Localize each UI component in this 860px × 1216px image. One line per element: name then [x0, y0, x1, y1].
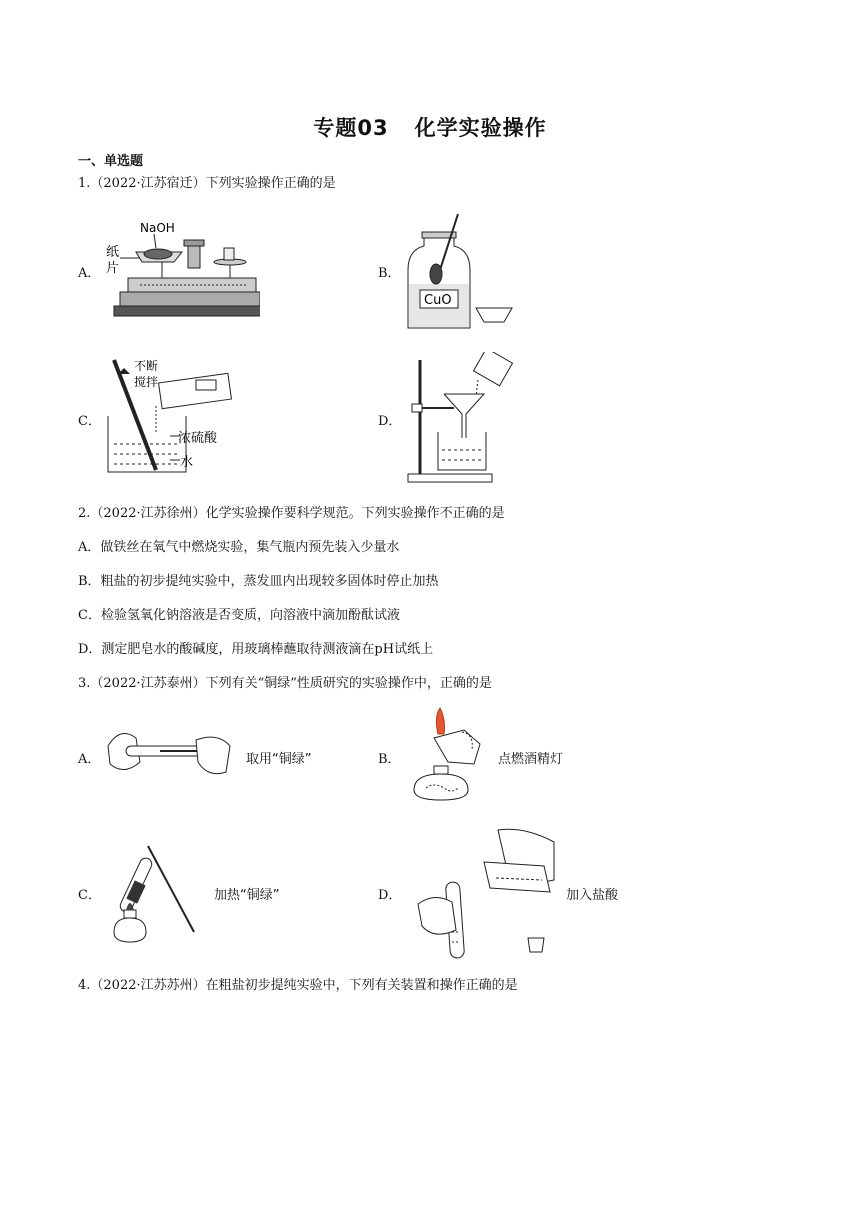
q3-test-tube-hands-figure: [100, 716, 240, 786]
q3-option-b-letter: B．: [378, 752, 401, 767]
q1-water-label: 水: [180, 455, 194, 470]
q1-acid-label: 浓硫酸: [178, 431, 218, 446]
page-title: [0, 112, 860, 142]
q1-option-d-letter: D．: [378, 414, 402, 429]
q2-stem: 2.（2022·江苏徐州）化学实验操作要科学规范。下列实验操作不正确的是: [78, 506, 505, 521]
q1-naoh-label: NaOH: [140, 221, 175, 235]
q3-heating-figure: [100, 836, 200, 946]
q3-add-acid-figure: [404, 822, 564, 962]
q3-stem: 3.（2022·江苏泰州）下列有关“铜绿”性质研究的实验操作中，正确的是: [78, 676, 492, 691]
q4-stem: 4.（2022·江苏苏州）在粗盐初步提纯实验中，下列有关装置和操作正确的是: [78, 978, 518, 993]
q1-filtration-figure: [404, 352, 524, 486]
q1-stem: 1.（2022·江苏宿迁）下列实验操作正确的是: [78, 176, 336, 191]
title-name: 化学实验操作: [414, 116, 547, 140]
q3-option-c-caption: 加热“铜绿”: [214, 888, 280, 903]
q3-option-d-letter: D．: [378, 888, 402, 903]
q1-option-c-letter: C．: [78, 414, 101, 429]
q1-cuo-bottle-figure: [404, 210, 534, 332]
q3-option-b-caption: 点燃酒精灯: [498, 752, 564, 767]
q2-option-c: C．检验氢氧化钠溶液是否变质，向溶液中滴加酚酞试液: [78, 608, 400, 623]
section-heading: 一、单选题: [78, 154, 144, 169]
q3-lamp-lighting-figure: [404, 704, 500, 802]
q2-option-a: A．做铁丝在氧气中燃烧实验，集气瓶内预先装入少量水: [78, 540, 400, 555]
q3-option-d-caption: 加入盐酸: [566, 888, 619, 903]
title-topic: 专题03: [313, 116, 389, 140]
q1-cuo-label: CuO: [424, 293, 452, 308]
q2-option-d: D．测定肥皂水的酸碱度，用玻璃棒蘸取待测液滴在pH试纸上: [78, 642, 434, 657]
q3-option-a-letter: A．: [78, 752, 101, 767]
q1-balance-figure: [100, 218, 260, 322]
q1-paper-label-2: 片: [106, 261, 120, 276]
q1-option-a-letter: A．: [78, 266, 101, 281]
q1-paper-label: 纸: [106, 245, 120, 260]
q3-option-a-caption: 取用“铜绿”: [246, 752, 312, 767]
q3-option-c-letter: C．: [78, 888, 101, 903]
q1-stir-label-2: 搅拌: [134, 375, 159, 389]
q1-dilution-figure: [100, 356, 250, 480]
q1-stir-label: 不断: [134, 359, 159, 373]
q2-option-b: B．粗盐的初步提纯实验中，蒸发皿内出现较多固体时停止加热: [78, 574, 439, 589]
q1-option-b-letter: B．: [378, 266, 401, 281]
